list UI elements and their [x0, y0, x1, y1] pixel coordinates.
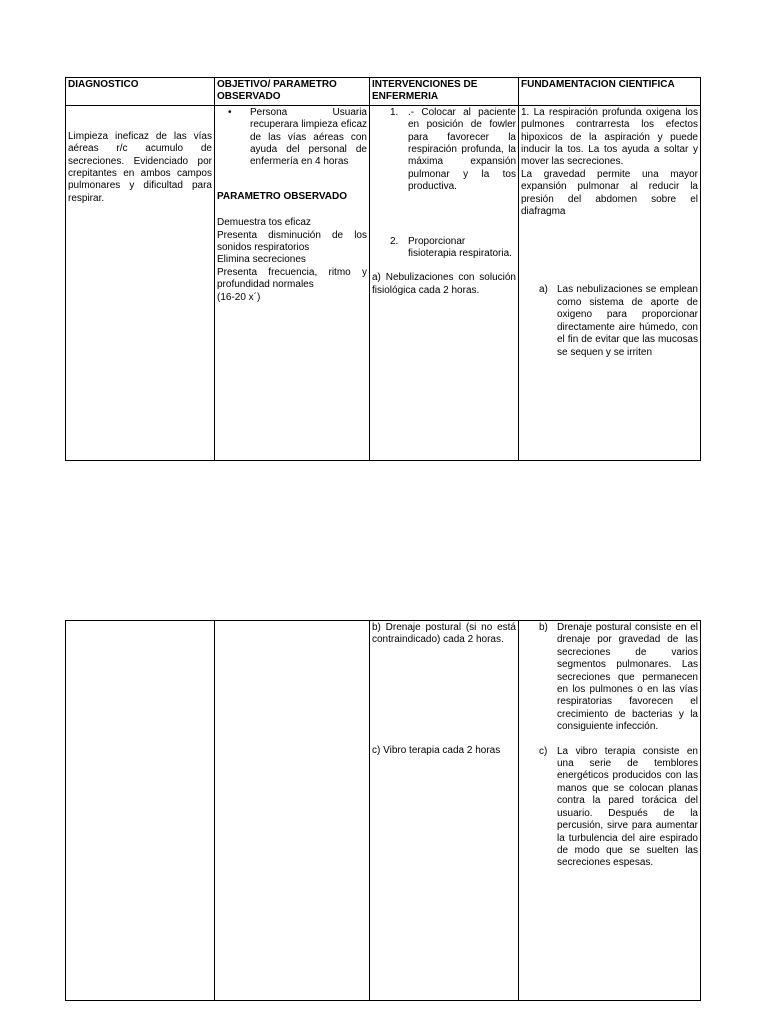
table-row: [66, 105, 701, 460]
intervencion-c: c) Vibro terapia cada 2 horas: [372, 744, 501, 756]
list-marker: c): [539, 745, 548, 757]
header-objetivo: OBJETIVO/ PARAMETRO OBSERVADO: [215, 78, 370, 106]
list-marker: 1.: [390, 106, 399, 118]
objetivo-cell: [215, 105, 370, 460]
list-marker: a): [539, 284, 548, 296]
intervencion-a: a) Nebulizaciones con solución fisiológica cada 2 horas.: [372, 272, 516, 296]
intervencion-1: [390, 107, 516, 194]
fundamentacion-p2: La gravedad permite una mayor expansión pulmonar al reducir la presión del abdomen sobre el diafragma: [521, 168, 698, 218]
header-intervenciones: INTERVENCIONES DE ENFERMERIA: [370, 78, 519, 106]
fundamentacion-cell: [519, 621, 701, 1001]
parametro-item: Demuestra tos eficaz: [217, 217, 311, 229]
diagnostico-text: Limpieza ineficaz de las vías aéreas r/c acumulo de secreciones. Evidenciado por crepitantes en ambos campos pulmonares y dificultad para respirar.: [68, 130, 212, 204]
intervencion-text: .- Colocar al paciente en posición de fowler para favorecer la respiración profunda, la máxima expansión pulmonar y la tos productiva.: [408, 106, 516, 193]
care-plan-table-1: [65, 77, 701, 461]
parametro-item: Presenta disminución de los sonidos respiratorios: [217, 229, 367, 254]
objetivo-bullet: [228, 107, 367, 169]
fundamentacion-text: Drenaje postural consiste en el drenaje por gravedad de las secreciones de varios segmentos pulmonares. Las secreciones que permanecen en los pulmones o en las vías respiratorias favorecen el crecimiento de bacterias y la consiguiente infección.: [557, 622, 698, 733]
intervencion-2: [390, 236, 516, 261]
list-marker: b): [539, 622, 548, 633]
intervencion-text: Proporcionar fisioterapia respiratoria.: [408, 235, 512, 260]
objetivo-text: Persona Usuaria recuperara limpieza eficaz de las vías aéreas con ayuda del personal de enfermería en 4 horas: [250, 106, 367, 168]
parametro-item: (16-20 x´): [217, 291, 261, 303]
diagnostico-cell: [66, 105, 215, 460]
fundamentacion-cell: [519, 105, 701, 460]
header-fundamentacion: FUNDAMENTACION CIENTIFICA: [519, 78, 701, 106]
fundamentacion-c: [539, 746, 698, 870]
table-header-row: [66, 78, 701, 106]
list-marker: 2.: [390, 235, 399, 247]
fundamentacion-b: [539, 622, 698, 734]
care-plan-table-2: [65, 620, 701, 1001]
bullet-marker: •: [228, 106, 232, 118]
intervenciones-cell: [370, 621, 519, 1001]
header-diagnostico: DIAGNOSTICO: [66, 78, 215, 106]
fundamentacion-text: Las nebulizaciones se emplean como sistema de aporte de oxigeno para proporcionar directamente aire húmedo, con el fin de evitar que las mucosas se sequen y se irriten: [557, 284, 698, 358]
intervenciones-cell: [370, 105, 519, 460]
diagnostico-cell-empty: [66, 621, 215, 1001]
fundamentacion-text: La vibro terapia consiste en una serie de temblores energéticos producidos con las manos que se colocan planas contra la pared torácica del usuario. Después de la percusión, sirve para aumentar la turbulencia del aire espirado de modo que se suelten las secreciones espesas.: [557, 745, 698, 869]
intervencion-b: b) Drenaje postural (si no está contraindicado) cada 2 horas.: [372, 622, 516, 646]
fundamentacion-a: [539, 284, 698, 358]
objetivo-cell-empty: [215, 621, 370, 1001]
parametro-item: Presenta frecuencia, ritmo y profundidad normales: [217, 266, 367, 291]
parametro-heading: PARAMETRO OBSERVADO: [217, 190, 348, 202]
parametro-item: Elimina secreciones: [217, 254, 306, 266]
table-row: [66, 621, 701, 1001]
fundamentacion-p1: 1. La respiración profunda oxigena los pulmones contrarresta los efectos hipoxicos de la aspiración y puede inducir la tos. La tos ayuda a soltar y mover las secreciones.: [521, 106, 698, 168]
